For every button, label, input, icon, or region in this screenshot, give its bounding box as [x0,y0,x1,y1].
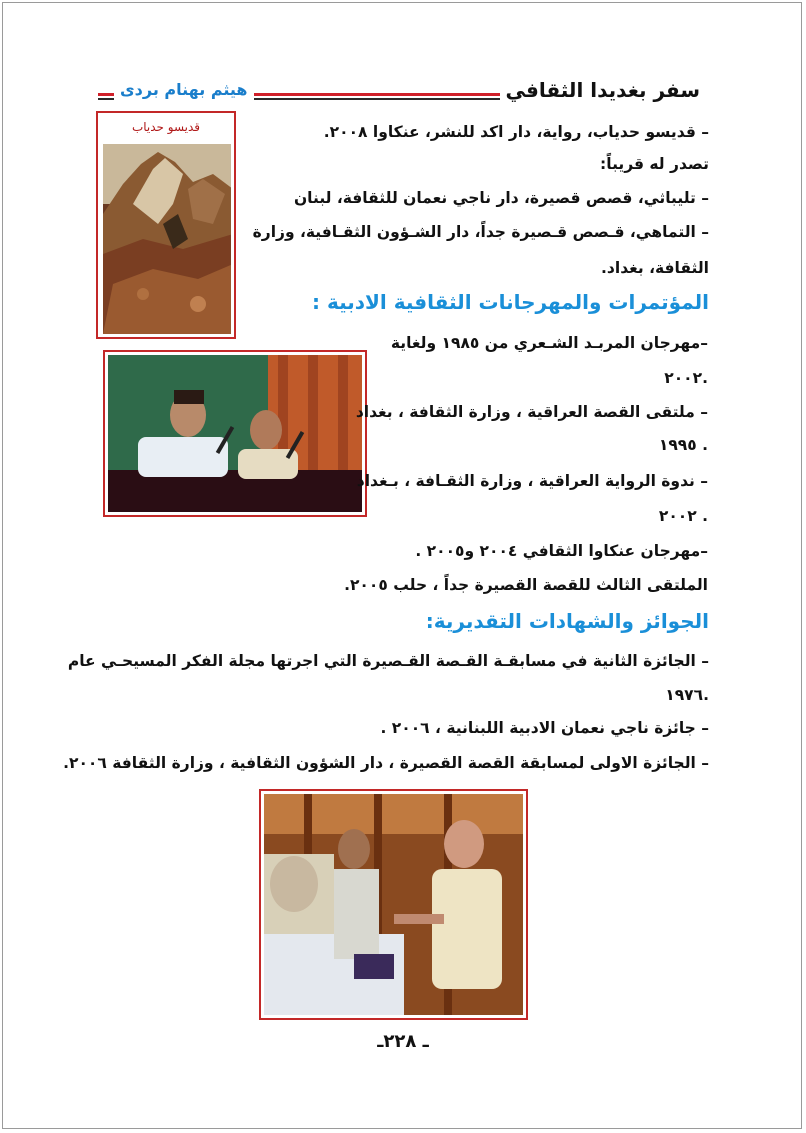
text-line: – جائزة ناجي نعمان الادبية اللبنانية ، ٢٠٠٦ . [380,719,709,737]
text-line: .١٩٧٦ [665,686,709,704]
book-cover-title: قديسو حدياب [131,120,201,134]
text-line: – ملتقى القصة العراقية ، وزارة الثقافة ، بغداد [355,403,708,421]
text-line: الثقافة، بغداد. [601,259,709,277]
page-number: ـ ٢٢٨ـ [377,1031,429,1052]
text-line: – الجائزة الاولى لمسابقة القصة القصيرة ، دار الشؤون الثقافية ، وزارة الثقافة ٢٠٠٦. [63,754,709,772]
text-line: الملتقى الثالث للقصة القصيرة جداً ، حلب ٢٠٠٥. [344,576,708,594]
section-heading-awards: الجوائز والشهادات التقديرية: [425,609,709,633]
conference-photo [103,350,367,517]
book-cover-image [96,111,236,339]
award-photo [259,789,528,1020]
text-line: – ندوة الرواية العراقية ، وزارة الثقـافة ، بـغداد [356,472,708,490]
section-heading-conferences: المؤتمرات والمهرجانات الثقافية الادبية : [311,290,709,314]
text-line: . ١٩٩٥ [658,436,708,454]
text-line: .٢٠٠٢ [664,369,708,387]
text-line: . ٢٠٠٢ [658,507,708,525]
header-book-title: سفر بغديدا الثقافي [500,78,706,102]
text-line: – الجائزة الثانية في مسابقـة القـصة القـصيرة التي اجرتها مجلة الفكر المسيحـي عام [67,652,709,670]
text-line: تصدر له قريباً: [600,155,709,173]
text-line: –مهرجان عنكاوا الثقافي ٢٠٠٤ و٢٠٠٥ . [415,542,708,560]
text-line: – التماهي، قـصص قـصيرة جداً، دار الشـؤون الثقـافية، وزارة [252,223,709,241]
conference-photo-image [108,355,362,512]
award-photo-image [264,794,523,1015]
header-author-name: هيثم بهنام بردى [114,80,254,100]
text-line: –مهرجان المربـد الشـعري من ١٩٨٥ ولغاية [390,334,708,352]
text-line: – قديسو حدياب، رواية، دار اكد للنشر، عنكاوا ٢٠٠٨. [323,123,709,141]
text-line: – تليباثي، قصص قصيرة، دار ناجي نعمان للثقافة، لبنان [293,189,709,207]
mountain-illustration [103,144,231,334]
